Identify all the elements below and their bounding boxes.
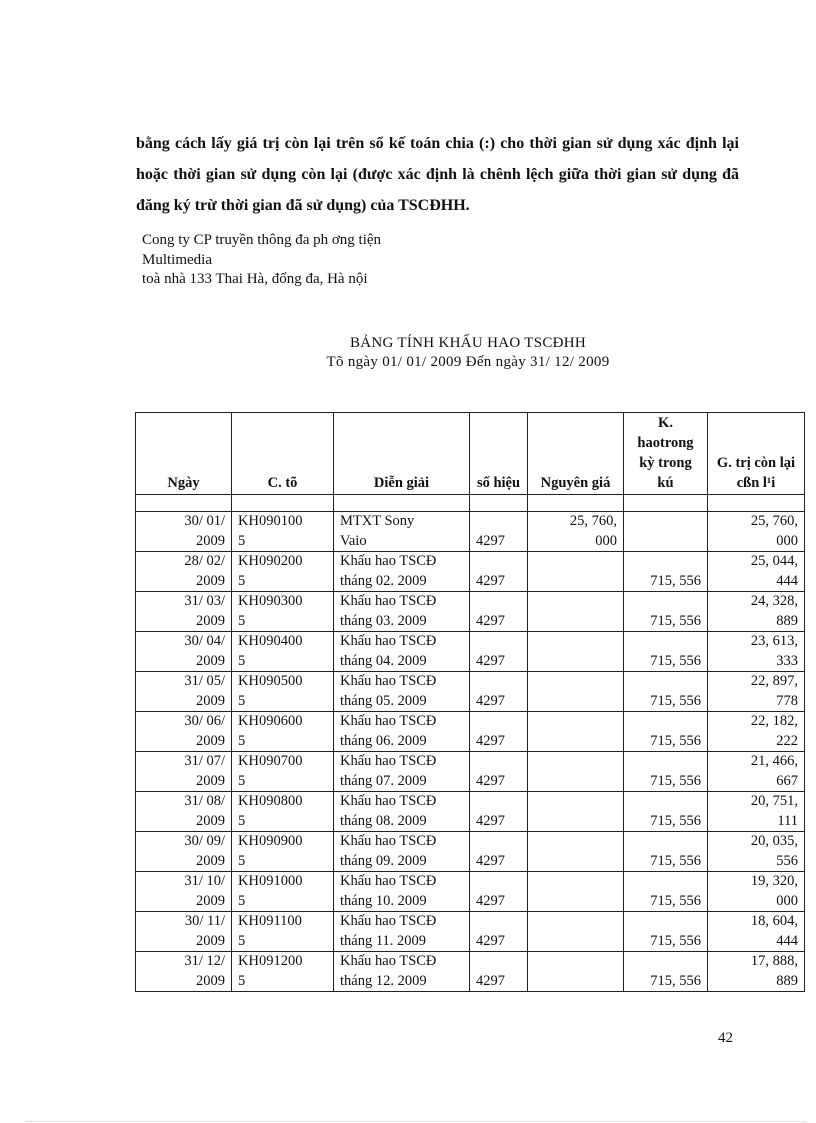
cell-voucher: KH090400 5 [232,632,334,672]
cell-remaining: 25, 760, 000 [708,512,805,552]
report-title: BẢNG TÍNH KHẤU HAO TSCĐHH [349,335,587,351]
cell-cost [528,872,624,912]
cell-account: 4297 [470,952,528,992]
header-date: Ngày [136,413,232,495]
cell-remaining: 17, 888, 889 [708,952,805,992]
cell-depreciation: 715, 556 [624,832,708,872]
cell-remaining: 18, 604, 444 [708,912,805,952]
cell-voucher: KH090300 5 [232,592,334,632]
cell-cost: 25, 760, 000 [528,512,624,552]
cell-account: 4297 [470,592,528,632]
cell-date: 31/ 12/ 2009 [136,952,232,992]
cell-remaining: 23, 613, 333 [708,632,805,672]
cell-remaining: 22, 897, 778 [708,672,805,712]
cell-depreciation: 715, 556 [624,752,708,792]
cell-date: 31/ 10/ 2009 [136,872,232,912]
cell-cost [528,552,624,592]
cell-remaining: 24, 328, 889 [708,592,805,632]
cell-account: 4297 [470,752,528,792]
cell-description: Khấu hao TSCĐ tháng 10. 2009 [334,872,470,912]
cell-cost [528,752,624,792]
table-row [136,672,805,712]
cell-voucher: KH090100 5 [232,512,334,552]
table-row [136,912,805,952]
table-row [136,632,805,672]
cell-remaining: 20, 035, 556 [708,832,805,872]
cell-depreciation: 715, 556 [624,672,708,712]
table-row [136,712,805,752]
cell-account: 4297 [470,512,528,552]
cell-account: 4297 [470,872,528,912]
cell-account: 4297 [470,832,528,872]
cell-description: Khấu hao TSCĐ tháng 12. 2009 [334,952,470,992]
cell-description: MTXT Sony Vaio [334,512,470,552]
cell-date: 30/ 04/ 2009 [136,632,232,672]
cell-depreciation: 715, 556 [624,912,708,952]
cell-voucher: KH091000 5 [232,872,334,912]
company-address: toà nhà 133 Thai Hà, đống đa, Hà nội [142,271,368,287]
cell-description: Khấu hao TSCĐ tháng 09. 2009 [334,832,470,872]
cell-date: 28/ 02/ 2009 [136,552,232,592]
page-number: 42 [718,1030,733,1046]
cell-depreciation: 715, 556 [624,952,708,992]
cell-account: 4297 [470,792,528,832]
table-body [136,495,805,992]
table-row [136,752,805,792]
cell-account: 4297 [470,712,528,752]
cell-date: 31/ 08/ 2009 [136,792,232,832]
cell-voucher: KH091200 5 [232,952,334,992]
cell-voucher: KH090700 5 [232,752,334,792]
cell-depreciation: 715, 556 [624,632,708,672]
header-remaining: G. trị còn lại cßn l¹i [708,413,805,495]
header-depreciation: K. haotrong kỳ trong kú [624,413,708,495]
cell-voucher: KH090600 5 [232,712,334,752]
cell-depreciation: 715, 556 [624,872,708,912]
cell-depreciation: 715, 556 [624,552,708,592]
cell-date: 31/ 05/ 2009 [136,672,232,712]
table-row [136,872,805,912]
cell-depreciation: 715, 556 [624,712,708,752]
cell-depreciation: 715, 556 [624,792,708,832]
cell-cost [528,952,624,992]
report-heading [190,334,746,372]
cell-description: Khấu hao TSCĐ tháng 11. 2009 [334,912,470,952]
header-voucher: C. tõ [232,413,334,495]
table-row [136,512,805,552]
cell-date: 31/ 03/ 2009 [136,592,232,632]
cell-description: Khấu hao TSCĐ tháng 03. 2009 [334,592,470,632]
company-name: Cong ty CP truyền thông đa ph ơng tiện [142,232,382,248]
cell-date: 30/ 11/ 2009 [136,912,232,952]
cell-remaining: 22, 182, 222 [708,712,805,752]
cell-date: 30/ 09/ 2009 [136,832,232,872]
cell-voucher: KH090500 5 [232,672,334,712]
cell-date: 31/ 07/ 2009 [136,752,232,792]
footer-divider [26,1121,806,1122]
cell-remaining: 21, 466, 667 [708,752,805,792]
company-name-cont: Multimedia [142,251,212,268]
cell-cost [528,672,624,712]
cell-account: 4297 [470,552,528,592]
report-period: Tõ ngày 01/ 01/ 2009 Đến ngày 31/ 12/ 2009 [326,354,610,370]
cell-description: Khấu hao TSCĐ tháng 08. 2009 [334,792,470,832]
cell-account: 4297 [470,912,528,952]
cell-remaining: 20, 751, 111 [708,792,805,832]
cell-depreciation [624,512,708,552]
table-row [136,592,805,632]
cell-date: 30/ 06/ 2009 [136,712,232,752]
table-row [136,792,805,832]
table-row [136,952,805,992]
blank-row [136,495,805,512]
cell-description: Khấu hao TSCĐ tháng 07. 2009 [334,752,470,792]
cell-remaining: 25, 044, 444 [708,552,805,592]
company-block [142,231,381,290]
cell-voucher: KH090200 5 [232,552,334,592]
cell-cost [528,712,624,752]
cell-description: Khấu hao TSCĐ tháng 06. 2009 [334,712,470,752]
depreciation-table [135,412,805,992]
cell-date: 30/ 01/ 2009 [136,512,232,552]
cell-voucher: KH091100 5 [232,912,334,952]
cell-cost [528,632,624,672]
cell-cost [528,832,624,872]
cell-voucher: KH090800 5 [232,792,334,832]
header-cost: Nguyên giá [528,413,624,495]
header-description: Diễn giải [334,413,470,495]
cell-account: 4297 [470,672,528,712]
cell-cost [528,592,624,632]
cell-cost [528,912,624,952]
intro-paragraph: bằng cách lấy giá trị còn lại trên sổ kế toán chia (:) cho thời gian sử dụng xác định lại hoặc thời gian sử dụng còn lại (được xác định là chênh lệch giữa thời gian sử dụng đã đăng ký trừ thời gian đã sử dụng) của TSCĐHH. [136,135,739,214]
cell-remaining: 19, 320, 000 [708,872,805,912]
cell-description: Khấu hao TSCĐ tháng 04. 2009 [334,632,470,672]
table-header-row [136,413,805,495]
cell-description: Khấu hao TSCĐ tháng 02. 2009 [334,552,470,592]
header-account: số hiệu [470,413,528,495]
table-row [136,832,805,872]
cell-cost [528,792,624,832]
cell-account: 4297 [470,632,528,672]
cell-voucher: KH090900 5 [232,832,334,872]
cell-description: Khấu hao TSCĐ tháng 05. 2009 [334,672,470,712]
cell-depreciation: 715, 556 [624,592,708,632]
table-row [136,552,805,592]
